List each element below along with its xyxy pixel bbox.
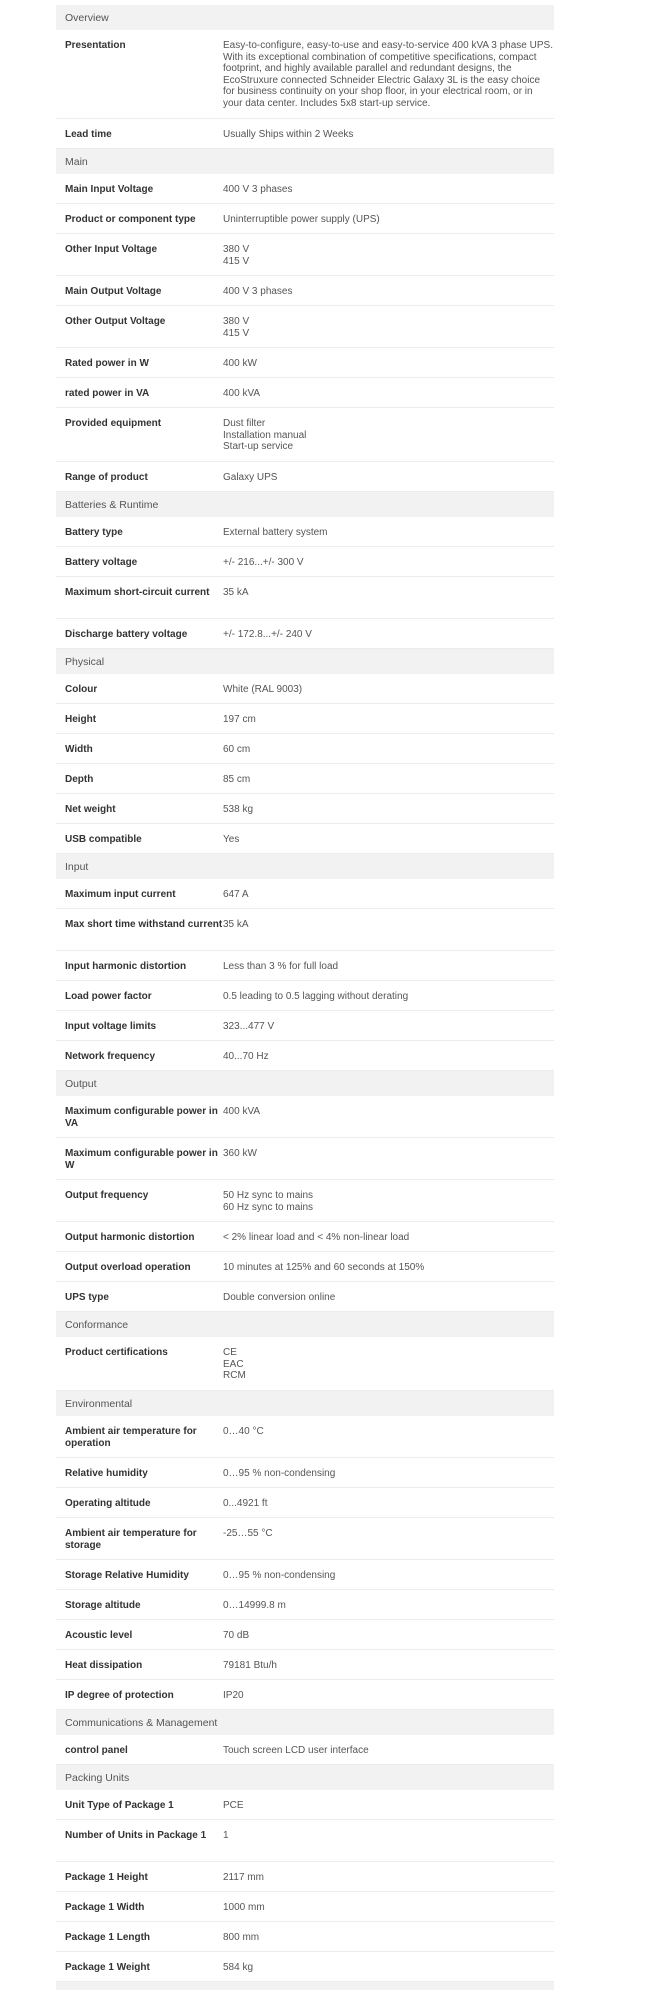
spec-value: 400 V 3 phases xyxy=(223,184,293,195)
spec-value: 0.5 leading to 0.5 lagging without derating xyxy=(223,991,409,1002)
spec-label: Storage Relative Humidity xyxy=(65,1570,189,1581)
spec-value: 400 kVA xyxy=(223,1106,261,1117)
spec-label: Heat dissipation xyxy=(65,1660,143,1671)
spec-value: 0…14999.8 m xyxy=(223,1600,286,1611)
spec-label: UPS type xyxy=(65,1292,109,1303)
section-header: Packing Units xyxy=(56,1765,554,1790)
spec-row xyxy=(56,174,554,204)
spec-label: Presentation xyxy=(65,40,126,51)
spec-value: 1 xyxy=(223,1830,229,1841)
spec-value: < 2% linear load and < 4% non-linear load xyxy=(223,1232,410,1243)
spec-value: 538 kg xyxy=(223,804,254,815)
spec-value: 0…95 % non-condensing xyxy=(223,1570,336,1581)
spec-value: PCE xyxy=(223,1800,244,1811)
spec-value: Less than 3 % for full load xyxy=(223,961,339,972)
spec-label: Provided equipment xyxy=(65,418,162,429)
spec-label: Input voltage limits xyxy=(65,1021,157,1032)
spec-label: Maximum input current xyxy=(65,889,176,900)
section-header: Input xyxy=(56,854,554,879)
spec-label: Acoustic level xyxy=(65,1630,133,1641)
spec-value: 0…95 % non-condensing xyxy=(223,1468,336,1479)
spec-label: Height xyxy=(65,714,97,725)
spec-row xyxy=(56,1518,554,1560)
spec-row xyxy=(56,1488,554,1518)
spec-value: Usually Ships within 2 Weeks xyxy=(223,129,354,140)
spec-row xyxy=(56,1416,554,1458)
spec-value: CE EAC RCM xyxy=(223,1347,246,1381)
spec-value: 647 A xyxy=(223,889,249,900)
spec-row xyxy=(56,1560,554,1590)
spec-value: Galaxy UPS xyxy=(223,472,278,483)
spec-label: Network frequency xyxy=(65,1051,156,1062)
spec-label: Maximum configurable power in W xyxy=(65,1148,218,1171)
spec-label: Battery voltage xyxy=(65,557,138,568)
section-header: Output xyxy=(56,1071,554,1096)
spec-row xyxy=(56,577,554,619)
spec-label: Battery type xyxy=(65,527,123,538)
spec-label: Maximum configurable power in VA xyxy=(65,1106,218,1129)
spec-row xyxy=(56,1041,554,1071)
spec-label: Unit Type of Package 1 xyxy=(65,1800,174,1811)
spec-row xyxy=(56,306,554,348)
spec-label: Output overload operation xyxy=(65,1262,191,1273)
section-header: Physical xyxy=(56,649,554,674)
spec-label: Ambient air temperature for operation xyxy=(65,1426,197,1449)
spec-row xyxy=(56,547,554,577)
spec-label: Operating altitude xyxy=(65,1498,151,1509)
spec-label: Range of product xyxy=(65,472,148,483)
spec-row xyxy=(56,1590,554,1620)
spec-row xyxy=(56,378,554,408)
spec-row xyxy=(56,517,554,547)
spec-value: 79181 Btu/h xyxy=(223,1660,277,1671)
spec-label: Maximum short-circuit current xyxy=(65,587,210,598)
spec-label: control panel xyxy=(65,1745,128,1756)
spec-row xyxy=(56,824,554,854)
spec-label: Storage altitude xyxy=(65,1600,141,1611)
spec-row xyxy=(56,1138,554,1180)
spec-value: +/- 216...+/- 300 V xyxy=(223,557,304,568)
spec-value: 380 V 415 V xyxy=(223,244,250,267)
spec-value: Touch screen LCD user interface xyxy=(223,1745,369,1756)
spec-row xyxy=(56,1820,554,1862)
spec-value: 800 mm xyxy=(223,1932,260,1943)
spec-value: 584 kg xyxy=(223,1962,254,1973)
spec-value: 400 kW xyxy=(223,358,257,369)
spec-row xyxy=(56,1282,554,1312)
spec-value: Easy-to-configure, easy-to-use and easy-to-service 400 kVA 3 phase UPS. With its exceptional combination of competitive specifications, compact footprint, and highly available parallel and redundant designs, the EcoStruxure connected Schneider Electric Galaxy 3L is the easy choice for business continuity on your shop floor, in your electrical room, or in your data center. Includes 5x8 start-up service. xyxy=(223,40,553,109)
spec-row xyxy=(56,1922,554,1952)
spec-row xyxy=(56,734,554,764)
spec-value: 400 kVA xyxy=(223,388,261,399)
spec-label: Discharge battery voltage xyxy=(65,629,188,640)
spec-value: +/- 172.8...+/- 240 V xyxy=(223,629,312,640)
spec-row xyxy=(56,1680,554,1710)
spec-value: Yes xyxy=(223,834,240,845)
spec-value: 2117 mm xyxy=(223,1872,264,1883)
spec-row xyxy=(56,981,554,1011)
spec-row xyxy=(56,462,554,492)
spec-value: 197 cm xyxy=(223,714,256,725)
section-header: Batteries & Runtime xyxy=(56,492,554,517)
spec-row xyxy=(56,794,554,824)
spec-row xyxy=(56,1650,554,1680)
spec-label: Main Output Voltage xyxy=(65,286,162,297)
spec-row xyxy=(56,1862,554,1892)
spec-row xyxy=(56,1096,554,1138)
spec-label: Depth xyxy=(65,774,94,785)
spec-row xyxy=(56,1735,554,1765)
spec-label: Other Output Voltage xyxy=(65,316,166,327)
spec-value: Uninterruptible power supply (UPS) xyxy=(223,214,380,225)
spec-row xyxy=(56,1790,554,1820)
spec-value: 50 Hz sync to mains 60 Hz sync to mains xyxy=(223,1190,314,1213)
spec-label: Product or component type xyxy=(65,214,196,225)
spec-value: 1000 mm xyxy=(223,1902,265,1913)
spec-value: 400 V 3 phases xyxy=(223,286,293,297)
spec-label: Other Input Voltage xyxy=(65,244,158,255)
spec-label: Output frequency xyxy=(65,1190,149,1201)
spec-value: 380 V 415 V xyxy=(223,316,250,339)
spec-value: 85 cm xyxy=(223,774,251,785)
spec-row xyxy=(56,1252,554,1282)
spec-table xyxy=(56,5,554,1990)
spec-value: 70 dB xyxy=(223,1630,250,1641)
spec-row xyxy=(56,1337,554,1391)
spec-row xyxy=(56,1222,554,1252)
spec-label: Load power factor xyxy=(65,991,152,1002)
spec-label: Package 1 Length xyxy=(65,1932,151,1943)
spec-label: Relative humidity xyxy=(65,1468,148,1479)
spec-label: Product certifications xyxy=(65,1347,168,1358)
spec-label: rated power in VA xyxy=(65,388,150,399)
spec-value: -25…55 °C xyxy=(223,1528,273,1539)
spec-label: Net weight xyxy=(65,804,116,815)
spec-row xyxy=(56,348,554,378)
spec-row xyxy=(56,276,554,306)
spec-label: Package 1 Height xyxy=(65,1872,148,1883)
spec-label: Colour xyxy=(65,684,98,695)
spec-value: 40...70 Hz xyxy=(223,1051,269,1062)
spec-row xyxy=(56,30,554,119)
spec-row xyxy=(56,704,554,734)
spec-label: Main Input Voltage xyxy=(65,184,154,195)
spec-value: IP20 xyxy=(223,1690,244,1701)
spec-row xyxy=(56,1620,554,1650)
spec-value: White (RAL 9003) xyxy=(223,684,303,695)
spec-value: 35 kA xyxy=(223,919,249,930)
spec-label: Width xyxy=(65,744,93,755)
spec-label: Package 1 Width xyxy=(65,1902,145,1913)
spec-row xyxy=(56,764,554,794)
spec-label: Lead time xyxy=(65,129,112,140)
spec-row xyxy=(56,1180,554,1222)
spec-row xyxy=(56,909,554,951)
spec-value: External battery system xyxy=(223,527,328,538)
spec-value: 0…40 °C xyxy=(223,1426,264,1437)
section-header: Main xyxy=(56,149,554,174)
spec-row xyxy=(56,1011,554,1041)
spec-value: Dust filter Installation manual Start-up service xyxy=(223,418,307,452)
spec-value: Double conversion online xyxy=(223,1292,336,1303)
spec-label: Output harmonic distortion xyxy=(65,1232,195,1243)
section-header: Environmental xyxy=(56,1391,554,1416)
spec-row xyxy=(56,204,554,234)
spec-value: 360 kW xyxy=(223,1148,257,1159)
spec-label: Ambient air temperature for storage xyxy=(65,1528,197,1551)
spec-label: Number of Units in Package 1 xyxy=(65,1830,207,1841)
section-header: Overview xyxy=(56,5,554,30)
spec-row xyxy=(56,951,554,981)
spec-row xyxy=(56,408,554,462)
spec-label: USB compatible xyxy=(65,834,142,845)
spec-row xyxy=(56,1952,554,1982)
section-header: Communications & Management xyxy=(56,1710,554,1735)
spec-row xyxy=(56,879,554,909)
spec-row xyxy=(56,1892,554,1922)
spec-label: Rated power in W xyxy=(65,358,149,369)
spec-row xyxy=(56,1458,554,1488)
spec-label: Package 1 Weight xyxy=(65,1962,150,1973)
spec-row xyxy=(56,619,554,649)
spec-value: 0...4921 ft xyxy=(223,1498,268,1509)
spec-label: Input harmonic distortion xyxy=(65,961,187,972)
spec-row xyxy=(56,234,554,276)
spec-label: Max short time withstand current xyxy=(65,919,223,930)
section-header: Conformance xyxy=(56,1312,554,1337)
spec-value: 60 cm xyxy=(223,744,251,755)
spec-row xyxy=(56,119,554,149)
spec-label: IP degree of protection xyxy=(65,1690,174,1701)
spec-value: 10 minutes at 125% and 60 seconds at 150% xyxy=(223,1262,425,1273)
spec-value: 323...477 V xyxy=(223,1021,275,1032)
table-bottom-strip xyxy=(56,1982,554,1990)
spec-value: 35 kA xyxy=(223,587,249,598)
spec-row xyxy=(56,674,554,704)
